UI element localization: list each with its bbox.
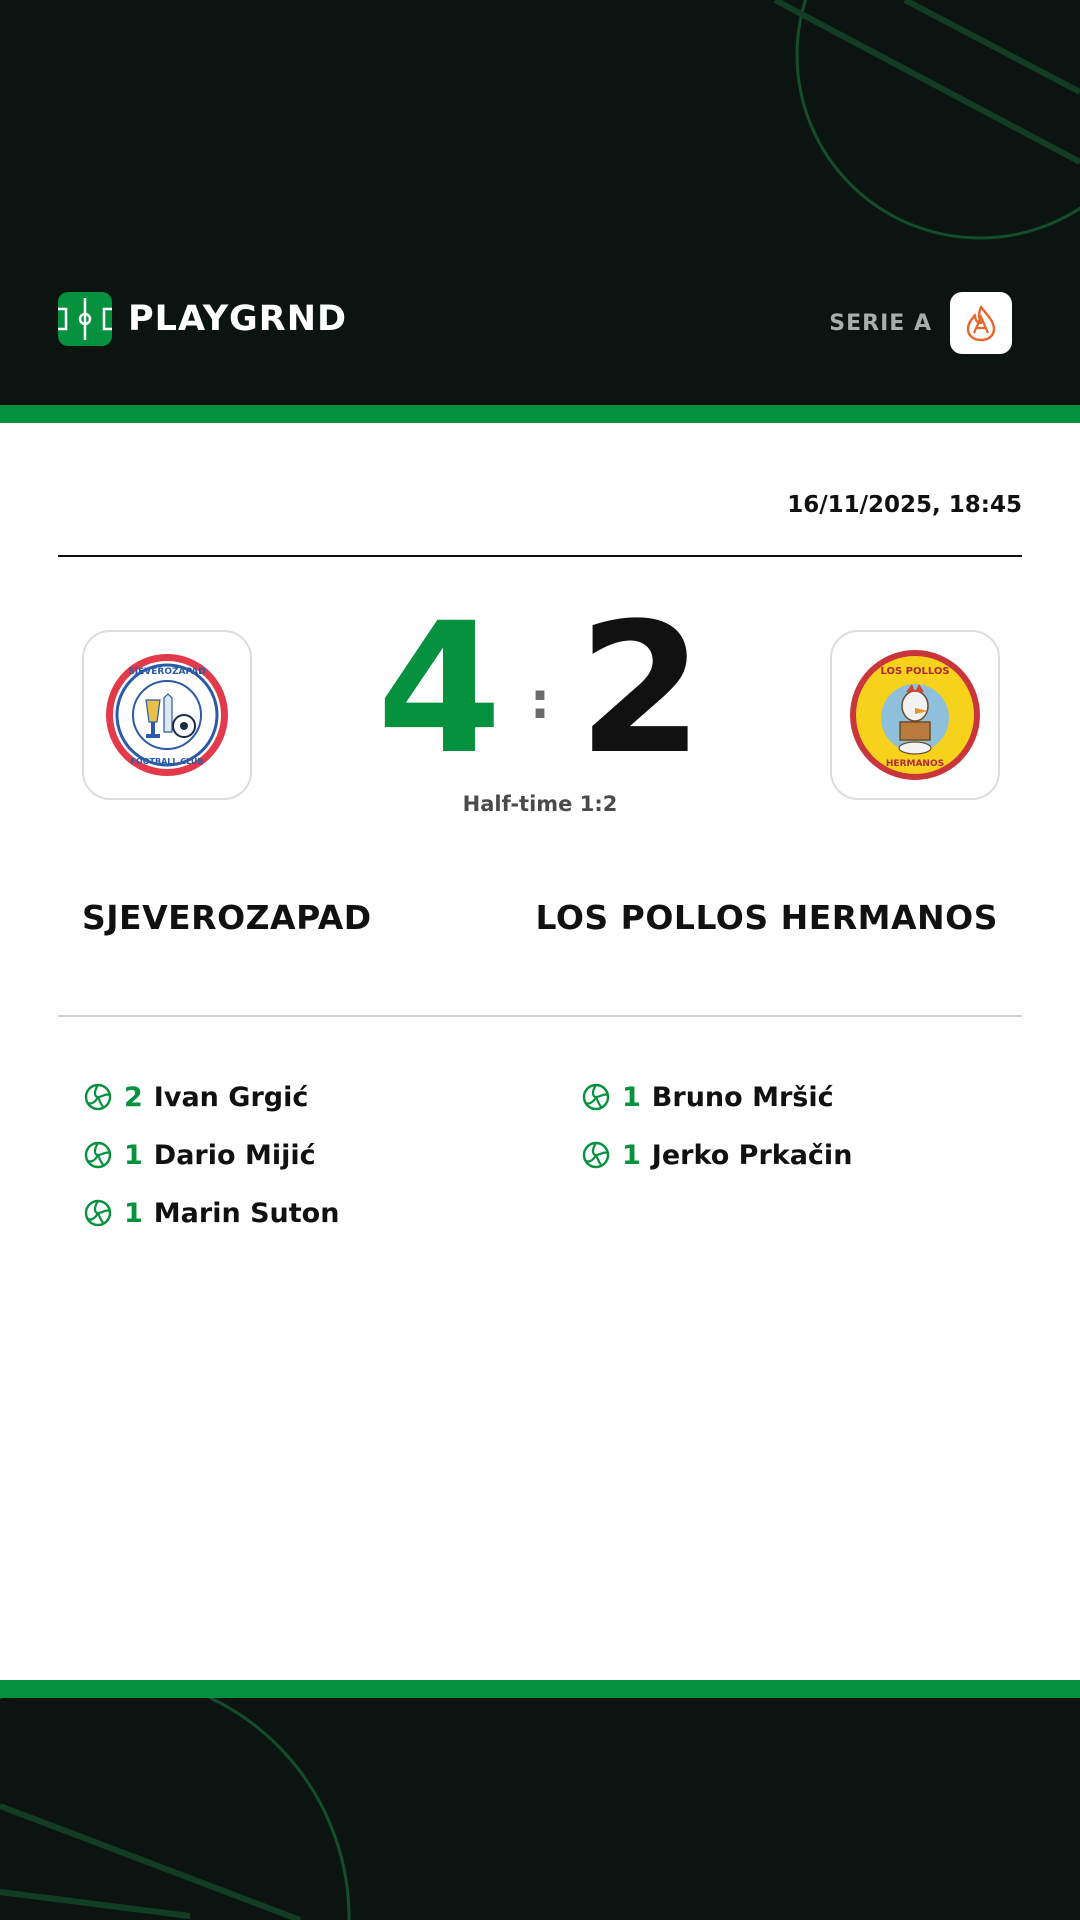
home-scorers-list <box>84 1068 339 1242</box>
football-icon <box>84 1199 112 1227</box>
header-band <box>0 0 1080 405</box>
divider <box>58 555 1022 557</box>
halftime-score: Half-time 1:2 <box>462 792 618 816</box>
header-stripe <box>0 405 1080 423</box>
goal-count: 1 <box>124 1139 143 1171</box>
goal-count: 1 <box>124 1197 143 1229</box>
league[interactable] <box>829 292 1012 354</box>
away-crest-badge <box>848 648 982 782</box>
football-icon <box>84 1083 112 1111</box>
away-score: 2 <box>578 585 704 794</box>
scorer-name: Dario Mijić <box>153 1139 316 1171</box>
football-icon <box>84 1141 112 1169</box>
footer-band <box>0 1698 1080 1920</box>
scorer-row <box>84 1068 339 1126</box>
pitch-lines-decoration <box>0 1698 1080 1920</box>
scorer-name: Ivan Grgić <box>153 1081 309 1113</box>
scorer-name: Marin Suton <box>153 1197 340 1229</box>
away-scorers-list <box>582 1068 852 1184</box>
away-team-crest[interactable] <box>830 630 1000 800</box>
home-crest-text-bottom: FOOTBALL CLUB <box>130 757 204 766</box>
match-datetime: 16/11/2025, 18:45 <box>787 492 1022 518</box>
scorer-row <box>84 1126 339 1184</box>
divider <box>58 1015 1022 1017</box>
football-icon <box>582 1083 610 1111</box>
home-score: 4 <box>376 585 502 794</box>
footer-stripe <box>0 1680 1080 1698</box>
scorer-name: Jerko Prkačin <box>651 1139 853 1171</box>
score-separator: : <box>530 672 550 730</box>
away-crest-text-bottom: HERMANOS <box>885 759 945 769</box>
pitch-icon <box>58 292 112 346</box>
football-icon <box>582 1141 610 1169</box>
goal-count: 1 <box>622 1081 641 1113</box>
away-team-name[interactable]: LOS POLLOS HERMANOS <box>535 898 998 937</box>
brand[interactable] <box>58 292 347 346</box>
away-crest-text-top: LOS POLLOS <box>880 666 950 677</box>
league-flame-icon <box>950 292 1012 354</box>
home-crest-text-top: SJEVEROZAPAD <box>128 667 206 677</box>
scorer-row <box>582 1068 852 1126</box>
goal-count: 2 <box>124 1081 143 1113</box>
brand-name: PLAYGRND <box>128 299 348 339</box>
scorer-row <box>84 1184 339 1242</box>
goal-count: 1 <box>622 1139 641 1171</box>
scorer-name: Bruno Mršić <box>651 1081 834 1113</box>
scorer-row <box>582 1126 852 1184</box>
home-team-name[interactable]: SJEVEROZAPAD <box>82 898 372 937</box>
league-name: SERIE A <box>829 310 932 336</box>
